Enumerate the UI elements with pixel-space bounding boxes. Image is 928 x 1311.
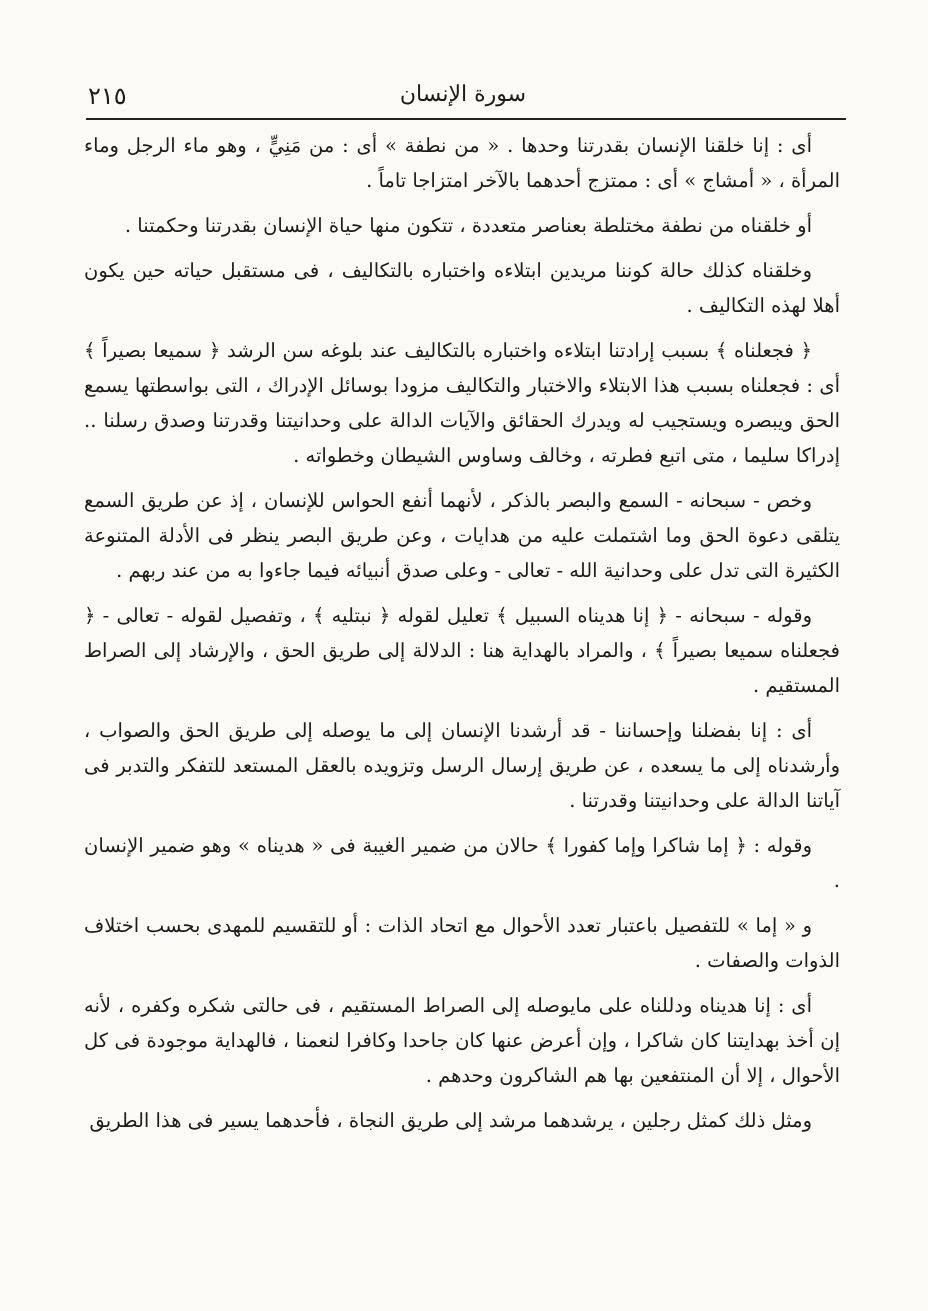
paragraph: أى : إنا خلقنا الإنسان بقدرتنا وحدها . « من نطفة » أى : من مَنِيٍّ ، وهو ماء الرجل وماء المرأة ، « أمشاج » أى : ممتزج أحدهما بالآخر امتزاجا تاماً .: [84, 134, 840, 192]
paragraph: و « إما » للتفصيل باعتبار تعدد الأحوال مع اتحاد الذات : أو للتقسيم للمهدى بحسب اختلاف الذوات والصفات .: [84, 914, 840, 972]
page-header: [86, 78, 840, 118]
page-body: [84, 128, 840, 1138]
paragraph: أى : إنا بفضلنا وإحساننا - قد أرشدنا الإنسان إلى ما يوصله إلى طريق الحق والصواب ، وأرشدناه إلى ما يسعده ، عن طريق إرسال الرسل وتزويده بالعقل المستعد للتفكر والتدبر فى آياتنا الدالة على وحدانيتنا وقدرتنا .: [84, 719, 840, 812]
page-number: ٢١٥: [88, 82, 127, 110]
paragraph: وخلقناه كذلك حالة كوننا مريدين ابتلاءه واختباره بالتكاليف ، فى مستقبل حياته حين يكون أهلا لهذه التكاليف .: [84, 259, 840, 317]
surah-title: سورة الإنسان: [399, 82, 527, 107]
paragraph: أو خلقناه من نطفة مختلطة بعناصر متعددة ، تتكون منها حياة الإنسان بقدرتنا وحكمتنا .: [124, 214, 812, 237]
header-divider: [86, 118, 846, 120]
paragraph: أى : إنا هديناه ودللناه على مايوصله إلى الصراط المستقيم ، فى حالتى شكره وكفره ، لأنه إن أخذ بهدايتنا كان شاكرا ، وإن أعرض عنها كان جاحدا وكافرا لنعمنا ، فالهداية موجودة فى كل الأحوال ، إلا أن المنتفعين بها هم الشاكرون وحدهم .: [84, 994, 840, 1087]
paragraph: ﴿ فجعلناه ﴾ بسبب إرادتنا ابتلاءه واختباره بالتكاليف عند بلوغه سن الرشد ﴿ سميعا بصيراً ﴾ أى : فجعلناه بسبب هذا الابتلاء والاختبار والتكاليف مزودا بوسائل الإدراك ، التى بواسطتها يسمع الحق ويبصره ويستجيب له ويدرك الحقائق والآيات الدالة على وحدانيتنا وقدرتنا وصدق رسلنا .. إدراكا سليما ، متى اتبع فطرته ، وخالف وساوس الشيطان وخطواته .: [84, 339, 840, 467]
paragraph: ومثل ذلك كمثل رجلين ، يرشدهما مرشد إلى طريق النجاة ، فأحدهما يسير فى هذا الطريق: [89, 1109, 812, 1132]
paragraph: وقوله - سبحانه - ﴿ إنا هديناه السبيل ﴾ تعليل لقوله ﴿ نبتليه ﴾ ، وتفصيل لقوله - تعالى - ﴿ فجعلناه سميعا بصيراً ﴾ ، والمراد بالهداية هنا : الدلالة إلى طريق الحق ، والإرشاد إلى الصراط المستقيم .: [84, 604, 840, 697]
paragraph: وقوله : ﴿ إما شاكرا وإما كفورا ﴾ حالان من ضمير الغيبة فى « هديناه » وهو ضمير الإنسان .: [84, 834, 840, 892]
paragraph: وخص - سبحانه - السمع والبصر بالذكر ، لأنهما أنفع الحواس للإنسان ، إذ عن طريق السمع يتلقى دعوة الحق وما اشتملت عليه من هدايات ، وعن طريق البصر ينظر فى الأدلة المتنوعة الكثيرة التى تدل على وحدانية الله - تعالى - وعلى صدق أنبيائه فيما جاءوا به من عند ربهم .: [84, 489, 840, 582]
